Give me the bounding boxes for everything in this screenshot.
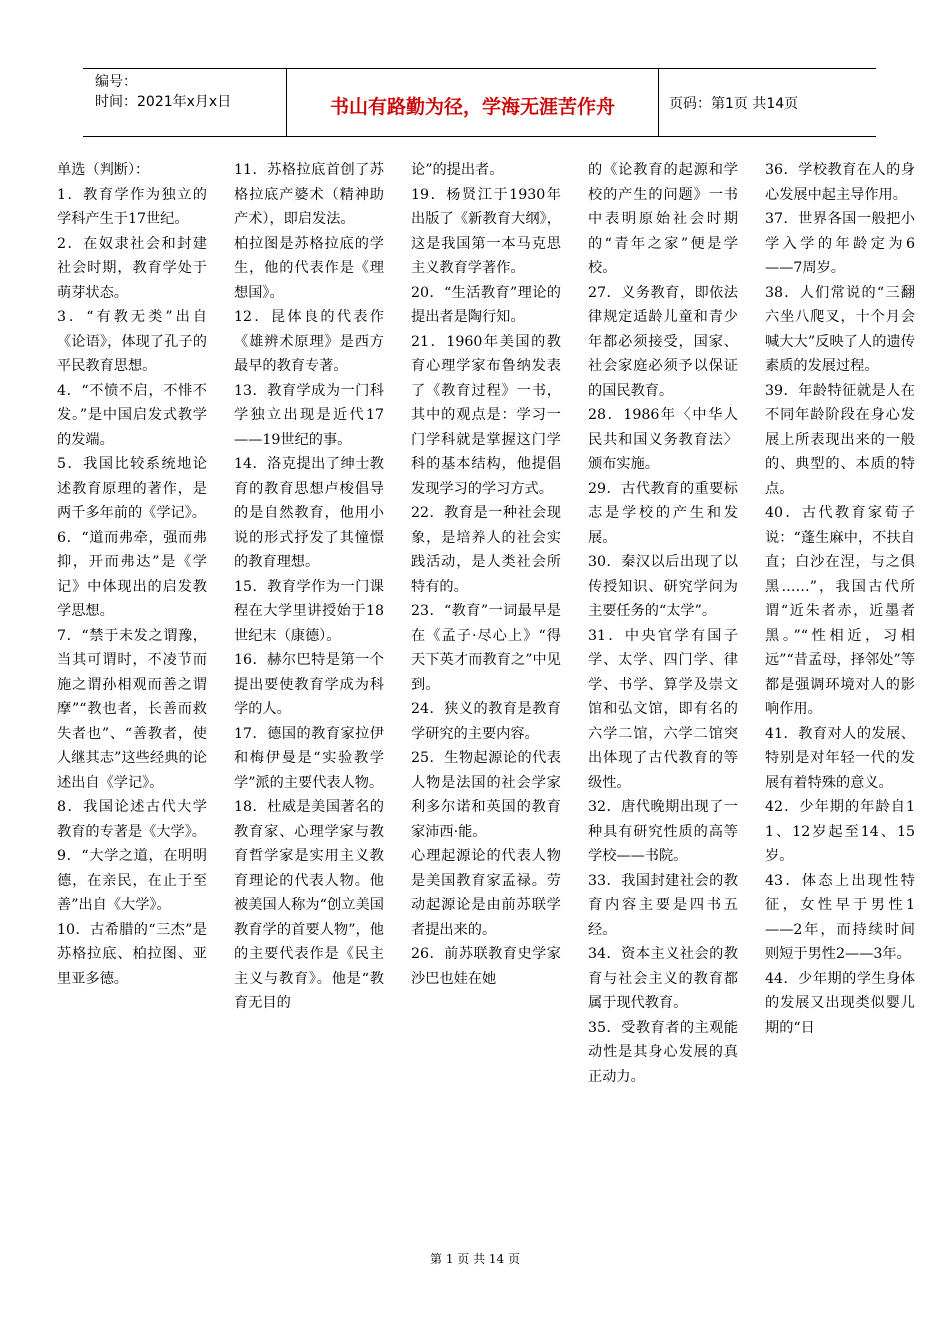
- paragraph: 32．唐代晚期出现了一种具有研究性质的高等学校——书院。: [588, 799, 738, 864]
- paragraph: 33．我国封建社会的教育内容主要是四书五经。: [588, 872, 738, 938]
- paragraph: 4．“不愤不启，不悱不发。”是中国启发式教学的发端。: [57, 382, 207, 448]
- text-column-1: [57, 158, 207, 991]
- paragraph: 21．1960年美国的教育心理学家布鲁纳发表了《教育过程》一书，其中的观点是：学习一门学科就是掌握这门学科的基本结构，他提倡发现学习的学习方式。: [411, 333, 561, 497]
- page-footer: 第 1 页 共 14 页: [430, 1252, 520, 1266]
- paragraph: 17．德国的教育家拉伊和梅伊曼是“实验教学学”派的主要代表人物。: [234, 725, 384, 791]
- paragraph: 40．古代教育家荀子说：“蓬生麻中，不扶自直；白沙在涅，与之俱黑……”，我国古代所谓“近朱者赤，近墨者黑。”“性相近，习相远”“昔孟母，择邻处”等都是强调环境对人的影响作用。: [765, 505, 915, 717]
- paragraph: 7．“禁于未发之谓豫，当其可谓时，不凌节而施之谓孙相观而善之谓摩”“教也者，长善而救失者也”、“善教者，使人继其志”这些经典的论述出自《学记》。: [57, 627, 207, 791]
- paragraph: 18．杜威是美国著名的教育家、心理学家与教育哲学家是实用主义教育理论的代表人物。他被美国人称为“创立美国教育学的首要人物”，他的主要代表作是《民主主义与教育》。他是“教育无目的: [234, 799, 384, 1011]
- header-meta: [83, 69, 287, 136]
- paragraph: 5．我国比较系统地论述教育原理的著作，是两千多年前的《学记》。: [57, 456, 207, 521]
- text-column-2: [234, 158, 384, 1016]
- paragraph: 39．年龄特征就是人在不同年龄阶段在身心发展上所表现出来的一般的、典型的、本质的特点。: [765, 382, 915, 497]
- paragraph: 41．教育对人的发展、特别是对年轻一代的发展有着特殊的意义。: [765, 725, 915, 791]
- paragraph: 24．狭义的教育是教育学研究的主要内容。: [411, 701, 561, 742]
- paragraph: 15．教育学作为一门课程在大学里讲授始于18世纪末（康德）。: [234, 578, 384, 644]
- paragraph: 31．中央官学有国子学、太学、四门学、律学、书学、算学及崇文馆和弘文馆，即有名的六学二馆，六学二馆突出体现了古代教育的等级性。: [588, 627, 738, 791]
- paragraph: 6．“道而弗牵，强而弗抑，开而弗达”是《学记》中体现出的启发教学思想。: [57, 529, 207, 619]
- header-motto: 书山有路勤为径，学海无涯苦作舟: [287, 69, 659, 136]
- paragraph: 柏拉图是苏格拉底的学生，他的代表作是《理想国》。: [234, 235, 384, 301]
- text-column-5: [765, 158, 915, 1040]
- paragraph: 心理起源论的代表人物是美国教育家孟禄。劳动起源论是由前苏联学者提出来的。: [411, 848, 561, 938]
- paragraph: 29．古代教育的重要标志是学校的产生和发展。: [588, 480, 738, 546]
- paragraph: 35．受教育者的主观能动性是其身心发展的真正动力。: [588, 1019, 738, 1085]
- paragraph: 44．少年期的学生身体的发展又出现类似婴儿期的“日: [765, 970, 915, 1036]
- paragraph: 27．义务教育，即依法律规定适龄儿童和青少年都必须接受，国家、社会家庭必须予以保证的国民教育。: [588, 284, 738, 399]
- paragraph: 30．秦汉以后出现了以传授知识、研究学问为主要任务的“太学”。: [588, 554, 738, 619]
- paragraph: 14．洛克提出了绅士教育的教育思想卢梭倡导的是自然教育，他用小说的形式抒发了其憧憬的教育理想。: [234, 456, 384, 570]
- paragraph: 43．体态上出现性特征，女性早于男性1——2年，而持续时间则短于男性2——3年。: [765, 872, 915, 962]
- document-time-label: 时间：2021年x月x日: [95, 94, 232, 110]
- paragraph: 36．学校教育在人的身心发展中起主导作用。: [765, 162, 915, 203]
- text-columns: [57, 158, 915, 1238]
- text-column-3: [411, 158, 561, 991]
- paragraph: 2．在奴隶社会和封建社会时期，教育学处于萌芽状态。: [57, 235, 207, 301]
- paragraph: 1．教育学作为独立的学科产生于17世纪。: [57, 186, 207, 227]
- paragraph: 23．“教育”一词最早是在《孟子·尽心上》“得天下英才而教育之”中见到。: [411, 603, 561, 693]
- paragraph: 28．1986年〈中华人民共和国义务教育法〉颁布实施。: [588, 407, 738, 472]
- paragraph: 26．前苏联教育史学家沙巴也娃在她: [411, 946, 561, 987]
- paragraph: 9．“大学之道，在明明德，在亲民，在止于至善”出自《大学》。: [57, 848, 207, 913]
- paragraph: 42．少年期的年龄自11、12岁起至14、15岁。: [765, 799, 915, 864]
- paragraph: 22．教育是一种社会现象，是培养人的社会实践活动，是人类社会所特有的。: [411, 505, 561, 595]
- paragraph: 25．生物起源论的代表人物是法国的社会学家利多尔诺和英国的教育家沛西·能。: [411, 750, 561, 840]
- paragraph: 3．“有教无类”出自《论语》，体现了孔子的平民教育思想。: [57, 309, 207, 374]
- paragraph: 37．世界各国一般把小学入学的年龄定为6——7周岁。: [765, 211, 915, 276]
- paragraph: 16．赫尔巴特是第一个提出要使教育学成为科学的人。: [234, 652, 384, 717]
- paragraph: 的《论教育的起源和学校的产生的问题》一书中表明原始社会时期的“青年之家”便是学校。: [588, 162, 738, 276]
- paragraph: 单选（判断）：: [57, 162, 150, 178]
- document-number-label: 编号：: [95, 74, 137, 90]
- paragraph: 13．教育学成为一门科学独立出现是近代17——19世纪的事。: [234, 382, 384, 448]
- paragraph: 38．人们常说的“三翻六坐八爬叉，十个月会喊大大”反映了人的遗传素质的发展过程。: [765, 284, 915, 374]
- paragraph: 20．“生活教育”理论的提出者是陶行知。: [411, 284, 561, 325]
- paragraph: 12．昆体良的代表作《雄辨术原理》是西方最早的教育专著。: [234, 309, 384, 374]
- text-column-4: [588, 158, 738, 1089]
- paragraph: 19．杨贤江于1930年出版了《新教育大纲》，这是我国第一本马克思主义教育学著作。: [411, 186, 561, 276]
- paragraph: 论”的提出者。: [411, 162, 504, 178]
- paragraph: 10．古希腊的“三杰”是苏格拉底、柏拉图、亚里亚多德。: [57, 921, 207, 987]
- paragraph: 8．我国论述古代大学教育的专著是《大学》。: [57, 799, 207, 840]
- page-header: [83, 68, 876, 137]
- paragraph: 34．资本主义社会的教育与社会主义的教育都属于现代教育。: [588, 946, 738, 1011]
- paragraph: 11．苏格拉底首创了苏格拉底产婆术（精神助产术），即启发法。: [234, 162, 384, 227]
- header-page-info: 页码：第1页 共14页: [669, 96, 799, 112]
